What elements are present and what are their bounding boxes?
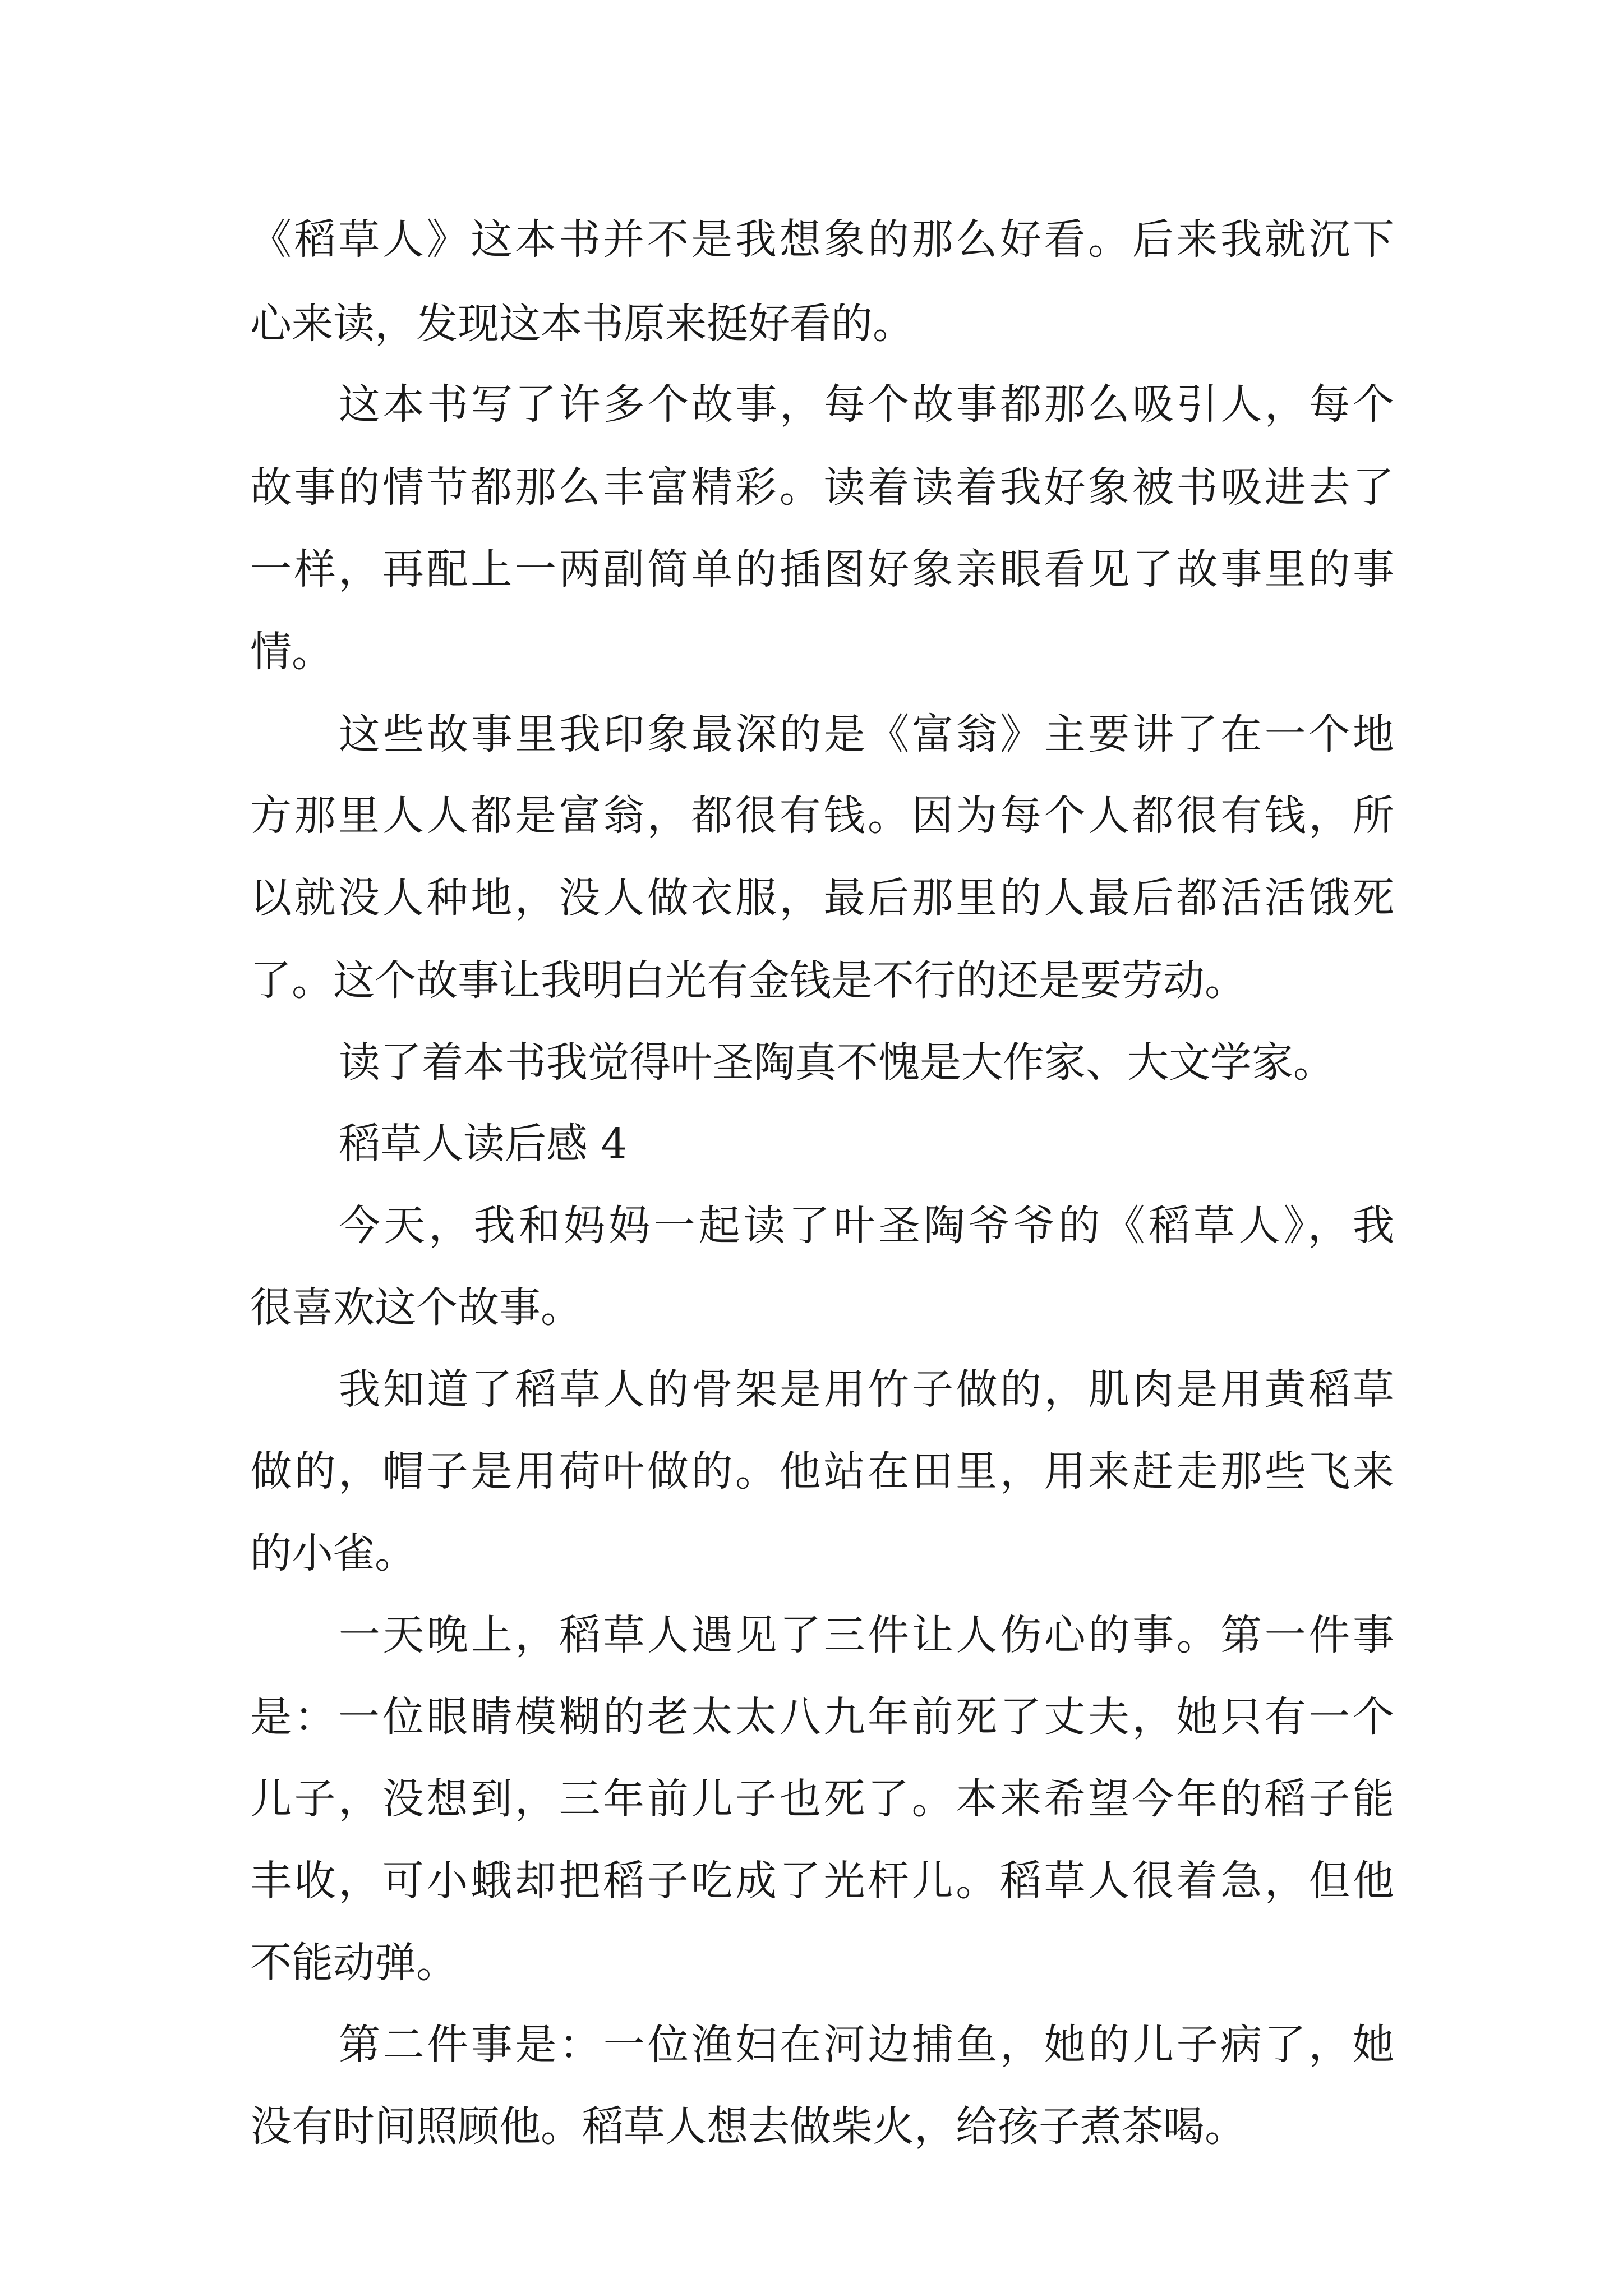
text-line: 的小雀。 <box>250 1529 416 1577</box>
text-line: 是：一位眼睛模糊的老太太八九年前死了丈夫，她只有一个 <box>250 1693 1394 1741</box>
text-line: 读了着本书我觉得叶圣陶真不愧是大作家、大文学家。 <box>339 1038 1335 1087</box>
text-line: 心来读，发现这本书原来挺好看的。 <box>250 300 914 348</box>
text-line: 没有时间照顾他。稻草人想去做柴火，给孩子煮茶喝。 <box>250 2102 1246 2151</box>
text-line: 今天，我和妈妈一起读了叶圣陶爷爷的《稻草人》，我 <box>339 1202 1394 1250</box>
text-line: 这些故事里我印象最深的是《富翁》主要讲了在一个地 <box>339 710 1394 758</box>
text-line: 情。 <box>250 628 333 676</box>
text-line: 《稻草人》这本书并不是我想象的那么好看。后来我就沉下 <box>250 215 1394 264</box>
section-heading: 稻草人读后感 4 <box>339 1120 628 1168</box>
text-line: 很喜欢这个故事。 <box>250 1283 582 1332</box>
text-line: 一样，再配上一两副简单的插图好象亲眼看见了故事里的事 <box>250 545 1394 593</box>
text-line: 故事的情节都那么丰富精彩。读着读着我好象被书吸进去了 <box>250 463 1394 512</box>
text-line: 了。这个故事让我明白光有金钱是不行的还是要劳动。 <box>250 956 1246 1005</box>
text-line: 一天晚上，稻草人遇见了三件让人伤心的事。第一件事 <box>339 1611 1394 1659</box>
text-line: 丰收，可小蛾却把稻子吃成了光杆儿。稻草人很着急，但他 <box>250 1857 1394 1905</box>
text-line: 我知道了稻草人的骨架是用竹子做的，肌肉是用黄稻草 <box>339 1365 1394 1414</box>
text-line: 儿子，没想到，三年前儿子也死了。本来希望今年的稻子能 <box>250 1775 1394 1823</box>
text-line: 以就没人种地，没人做衣服，最后那里的人最后都活活饿死 <box>250 874 1394 922</box>
text-line: 方那里人人都是富翁，都很有钱。因为每个人都很有钱，所 <box>250 792 1394 840</box>
text-line: 不能动弹。 <box>250 1939 458 1987</box>
text-line: 做的，帽子是用荷叶做的。他站在田里，用来赶走那些飞来 <box>250 1447 1394 1496</box>
text-line: 第二件事是：一位渔妇在河边捕鱼，她的儿子病了，她 <box>339 2021 1394 2069</box>
text-line: 这本书写了许多个故事，每个故事都那么吸引人，每个 <box>339 380 1394 429</box>
